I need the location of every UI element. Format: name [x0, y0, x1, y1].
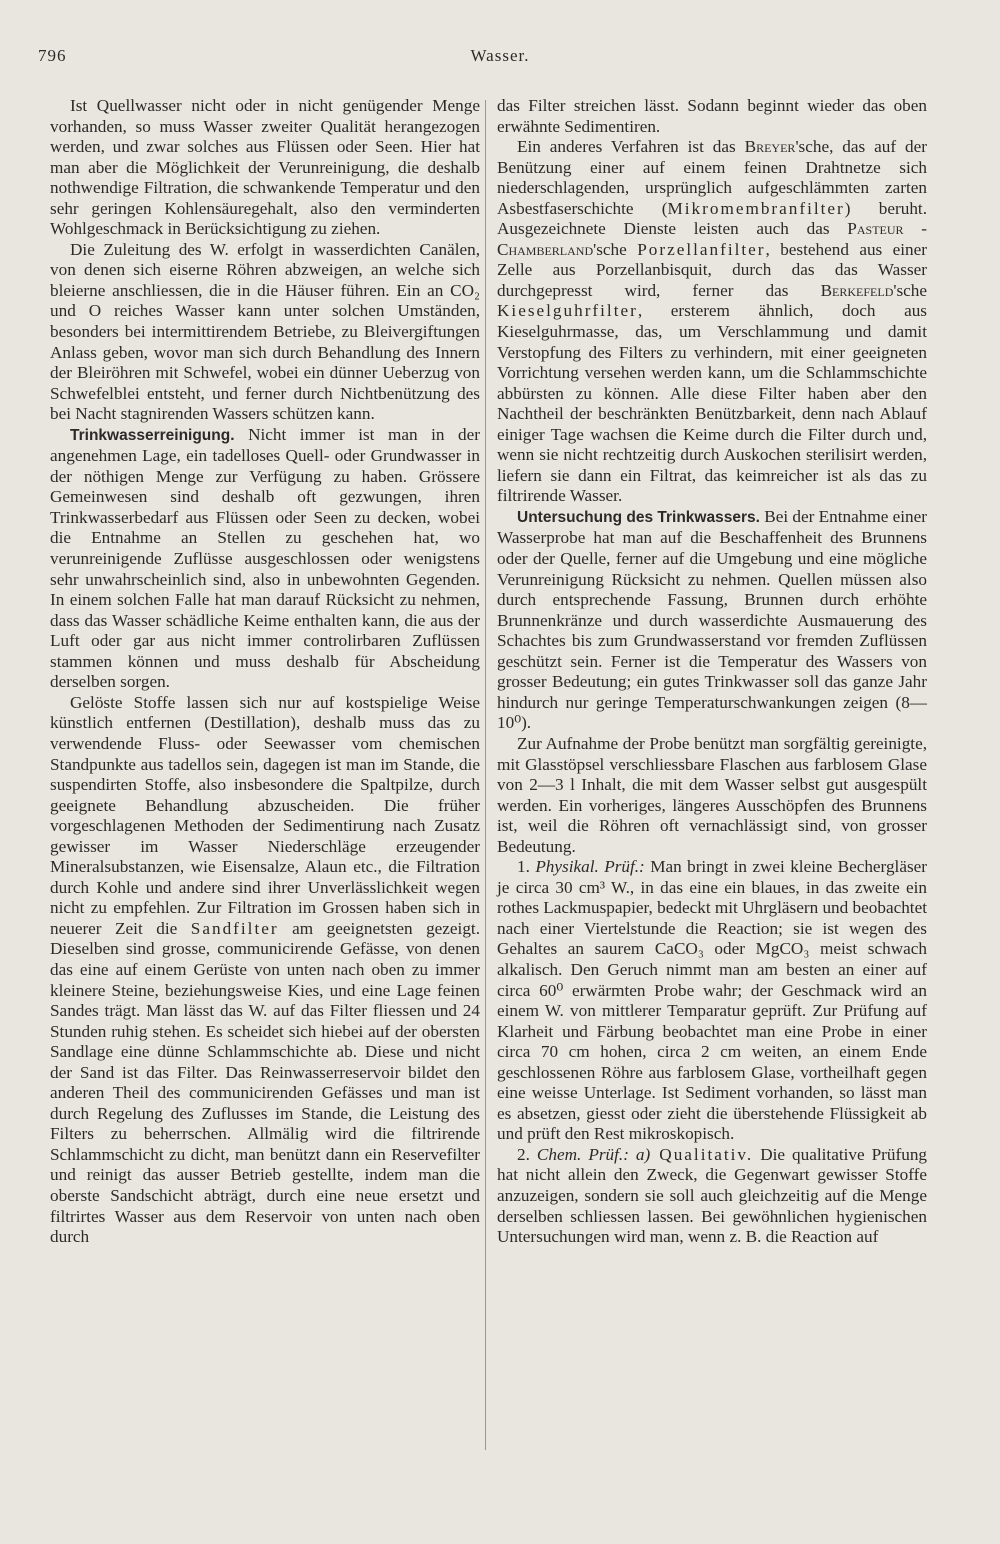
paragraph-text: Gelöste Stoffe lassen sich nur auf kostspielige Weise künstlich entfernen (Destillation), deshalb muss das zu verwendende Fluss- oder Seewasser vom chemischen Standpunkte aus tadellos sein, dagegen ist man im Stande, die suspendirten Stoffe, also insbesondere die Spaltpilze, durch geeignete Behandlung abzuscheiden. Die früher vorgeschlagenen Methoden der Sedimentirung nach Zusatz gewisser im Wasser Niederschläge erzeugender Mineralsubstanzen, wie Eisensalze, Alaun etc., die Filtration durch Kohle und andere sind ihrer Unverlässlichkeit wegen nicht zu empfehlen. Zur Filtration im Grossen haben sich in neuerer Zeit die	[50, 692, 480, 938]
paragraph: Die Zuleitung des W. erfolgt in wasserdichten Canälen, von denen sich eiserne Röhren abzweigen, an welche sich bleierne anschliessen, die in die Häuser führen. Ein an CO₂ und O reiches Wasser kann unter solchen Umständen, besonders bei intermittirendem Betriebe, zu Bleivergiftungen Anlass geben, wovor man sich durch Behandlung des Innern der Bleiröhren mit Schwefel, wobei ein dünner Ueberzug von Schwefelblei entsteht, und ferner durch Nichtbenützung des bei Nacht stagnirenden Wassers schützen kann.	[50, 239, 480, 424]
paragraph	[497, 1145, 927, 1248]
paragraph-text: , ersterem ähnlich, doch aus Kieselguhrmasse, das, um Verschlammung und damit Verstopfung des Filters zu verhindern, mit einer geeigneten Vorrichtung versehen werden kann, um die Schlammschichte abbürsten zu können. Alle diese Filter haben aber den Nachtheil der beschränkten Benützbarkeit, denn nach Ablauf einiger Tage wachsen die Keime durch die Filter durch und, wenn sie nicht rechtzeitig durch Auskochen sterilisirt werden, liefern sie dann ein Filtrat, das keimreicher ist als das zu filtrirende Wasser.	[497, 301, 927, 506]
paragraph-text: 'sche	[893, 280, 927, 300]
paragraph	[50, 693, 480, 1248]
name-breyer: Breyer	[744, 137, 796, 157]
paragraph-text: , bestehend aus einer Zelle aus Porzellanbisquit, durch das das Wasser durchgepresst wird, ferner das	[497, 239, 927, 300]
section-heading: Untersuchung des Trinkwassers.	[517, 508, 760, 526]
paragraph: Zur Aufnahme der Probe benützt man sorgfältig gereinigte, mit Glasstöpsel verschliessbare Flaschen aus farblosem Glase von 2—3 l Inhalt, die mit dem Wasser selbst gut ausgespült werden. Ein vorheriges, längeres Ausschöpfen des Brunnens ist, weil die Röhren oft vernachlässigt sind, von grosser Bedeutung.	[497, 733, 927, 856]
paragraph-text: Die qualitative Prüfung hat nicht allein den Zweck, die Gegenwart gewisser Stoffe anzuzeigen, sondern sie soll auch gleichzeitig auf die Menge derselben schliessen lassen. Bei gewöhnlichen hygienischen Untersuchungen wird man, wenn z. B. die Reaction auf	[497, 1144, 928, 1247]
page-number: 796	[38, 46, 67, 65]
paragraph-text: 'sche, das auf der Benützung einer auf einem feinen Drahtnetze sich niederschlagenden, ursprünglich aufgeschlämmten zarten Asbestfaserschichte (	[497, 137, 927, 218]
left-column	[50, 96, 480, 1248]
right-column	[497, 96, 927, 1248]
paragraph: Ist Quellwasser nicht oder in nicht genügender Menge vorhanden, so muss Wasser zweiter Qualität herangezogen werden, und zwar solches aus Flüssen oder Seen. Hier hat man aber die Möglichkeit der Verunreinigung, die deshalb nothwendige Filtration, die schwankende Temperatur und den sehr geringen Kohlensäuregehalt, also den verminderten Wohlgeschmack in Berücksichtigung zu ziehen.	[50, 96, 480, 239]
spaced-term: Qualitativ.	[650, 1144, 754, 1164]
italic-label: Chem. Prüf.: a)	[536, 1144, 651, 1164]
spaced-term: Sandfilter	[190, 918, 279, 938]
page-header	[28, 46, 972, 76]
paragraph-text: Ein anderes Verfahren ist das	[517, 137, 745, 157]
spaced-term: Porzellanfilter	[637, 239, 766, 259]
section-heading: Trinkwasserreinigung.	[70, 426, 235, 444]
column-divider	[485, 100, 486, 1450]
paragraph-text: Nicht immer ist man in der angenehmen Lage, ein tadelloses Quell- oder Grundwasser in der nöthigen Menge zur Verfügung zu haben. Grössere Gemeinwesen sind deshalb oft gezwungen, ihren Trinkwasserbedarf aus Flüssen oder Seen zu decken, wobei die Entnahme an Stellen zu geschehen hat, wo verunreinigende Zuflüsse ausgeschlossen oder wenigstens sehr unwahrscheinlich sind, also in unbewohnten Gegenden. In einem solchen Falle hat man darauf Rücksicht zu nehmen, dass das Wasser schädliche Keime enthalten kann, die aus der Luft oder gar aus nicht immer controlirbaren Zuflüssen stammen können und muss deshalb für Abscheidung derselben sorgen.	[50, 424, 480, 692]
paragraph-text: Man bringt in zwei kleine Bechergläser je circa 30 cm³ W., in das eine ein blaues, in das zweite ein rothes Lackmuspapier, bedeckt mit Uhrgläsern und beobachtet nach einer Viertelstunde die Reaction; sie ist wegen des Gehaltes an saurem CaCO₃ oder MgCO₃ meist schwach alkalisch. Den Geruch nimmt man am besten an einer auf circa 60⁰ erwärmten Probe wahr; der Geschmack wird an einem W. von mittlerer Temparatur geprüft. Zur Prüfung auf Klarheit und Färbung beobachtet man eine Probe in einer circa 70 cm hohen, circa 2 cm weiten, an einem Ende geschlossenen Röhre aus farblosem Glase, vortheilhaft gegen eine weisse Unterlage. Ist Sediment vorhanden, so lässt man es absetzen, giesst oder zieht die überstehende Flüssigkeit ab und prüft den Rest mikroskopisch.	[497, 857, 928, 1144]
paragraph-text: am geeignetsten gezeigt. Dieselben sind grosse, communicirende Gefässe, von denen das eine auf einem Gerüste von unten nach oben zu immer kleinere Steine, beziehungsweise Kies, und eine Lage feinen Sandes trägt. Man lässt das W. auf das Filter fliessen und 24 Stunden ruhig stehen. Es scheidet sich hiebei auf der obersten Sandlage eine dünne Schlammschichte ab. Diese und nicht der Sand ist das Filter. Das Reinwasserreservoir bildet den anderen Theil des communicirenden Gefässes und man ist durch Regelung des Zuflusses im Stande, die Leistung des Filters zu beherrschen. Allmälig wird die filtrirende Schlammschicht zu dicht, man benützt dann ein Reservefilter und reinigt das ausser Betrieb gestellte, indem man die oberste Sandschicht abträgt, durch eine neue ersetzt und filtrirtes Wasser aus dem Reservoir von unten nach oben durch	[50, 918, 480, 1247]
paragraph	[50, 425, 480, 693]
paragraph	[497, 857, 927, 1145]
spaced-term: Mikromembranfilter	[667, 198, 845, 218]
paragraph-text: 'sche	[593, 239, 638, 259]
item-number: 2.	[517, 1144, 537, 1164]
name-berkefeld: Berkefeld	[820, 280, 894, 300]
running-head: Wasser.	[470, 46, 530, 65]
italic-label: Physikal. Prüf.:	[535, 857, 645, 877]
paragraph: das Filter streichen lässt. Sodann beginnt wieder das oben erwähnte Sedimentiren.	[497, 96, 927, 136]
paragraph	[497, 507, 927, 734]
name-pasteur: Pasteur - Chamberland	[497, 219, 928, 259]
paragraph-text: ) beruht. Ausgezeichnete Dienste leisten auch das	[497, 198, 927, 239]
spaced-term: Kieselguhrfilter	[497, 301, 638, 321]
item-number: 1.	[517, 857, 536, 877]
paragraph	[497, 137, 927, 507]
paragraph-text: Bei der Entnahme einer Wasserprobe hat man auf die Beschaffenheit des Brunnens oder der Quelle, ferner auf die Umgebung und eine mögliche Verunreinigung Rücksicht zu nehmen. Quellen müssen also durch entsprechende Fassung, Brunnen durch erhöhte Brunnenkränze und durch wasserdichte Ausmauerung des Schachtes bis zum Grundwasserstand vor fremden Zuflüssen geschützt sein. Ferner ist die Temperatur des Wassers von grosser Bedeutung; ein gutes Trinkwasser soll das ganze Jahr hindurch nur geringe Temperaturschwankungen zeigen (8—10⁰).	[497, 506, 927, 733]
